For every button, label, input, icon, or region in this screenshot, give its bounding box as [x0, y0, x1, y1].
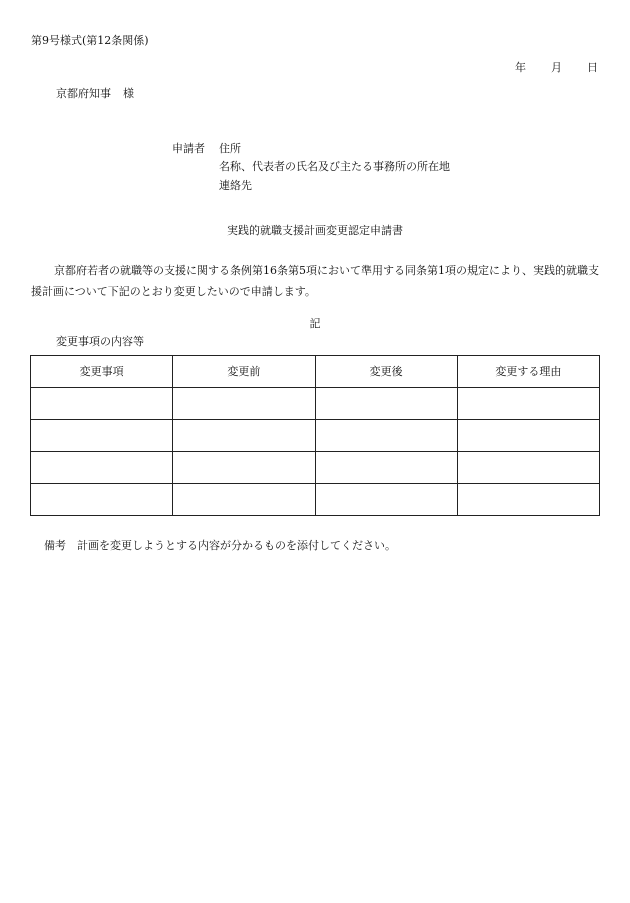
table-cell[interactable]	[315, 388, 457, 420]
form-number: 第9号様式(第12条関係)	[31, 34, 149, 47]
section-label: 変更事項の内容等	[56, 335, 144, 348]
table-cell[interactable]	[457, 484, 599, 516]
remarks-label: 備考	[44, 539, 66, 552]
table-cell[interactable]	[457, 452, 599, 484]
body-paragraph: 京都府若者の就職等の支援に関する条例第16条第5項において準用する同条第1項の規定により、実践的就職支援計画について下記のとおり変更したいので申請します。	[31, 264, 599, 298]
header-before: 変更前	[173, 356, 315, 388]
table-cell[interactable]	[173, 388, 315, 420]
table-row	[31, 452, 600, 484]
change-table	[30, 355, 600, 516]
ki-heading: 記	[309, 317, 321, 330]
applicant-name-field: 名称、代表者の氏名及び主たる事務所の所在地	[219, 160, 450, 173]
addressee-name: 京都府知事	[56, 87, 111, 100]
table-row	[31, 484, 600, 516]
table-cell[interactable]	[31, 452, 173, 484]
date-day: 日	[587, 61, 598, 74]
table-cell[interactable]	[173, 484, 315, 516]
applicant-contact-field: 連絡先	[219, 179, 252, 192]
date-month: 月	[551, 61, 562, 74]
table-row	[31, 420, 600, 452]
table-cell[interactable]	[31, 420, 173, 452]
table-cell[interactable]	[31, 484, 173, 516]
table-header-row	[31, 356, 600, 388]
table-row	[31, 388, 600, 420]
table-cell[interactable]	[173, 452, 315, 484]
header-reason: 変更する理由	[457, 356, 599, 388]
header-change-item: 変更事項	[31, 356, 173, 388]
applicant-label: 申請者	[172, 142, 205, 155]
table-cell[interactable]	[173, 420, 315, 452]
addressee	[56, 88, 134, 99]
addressee-honorific: 様	[123, 87, 134, 100]
table-cell[interactable]	[315, 420, 457, 452]
remarks-text: 計画を変更しようとする内容が分かるものを添付してください。	[77, 539, 396, 552]
date-year: 年	[515, 61, 526, 74]
table-cell[interactable]	[315, 452, 457, 484]
header-after: 変更後	[315, 356, 457, 388]
document-title: 実践的就職支援計画変更認定申請書	[227, 224, 403, 237]
table-cell[interactable]	[457, 388, 599, 420]
remarks	[44, 540, 396, 551]
table-cell[interactable]	[315, 484, 457, 516]
table-cell[interactable]	[31, 388, 173, 420]
applicant-address-field: 住所	[219, 142, 241, 155]
date-line	[515, 62, 598, 73]
table-cell[interactable]	[457, 420, 599, 452]
